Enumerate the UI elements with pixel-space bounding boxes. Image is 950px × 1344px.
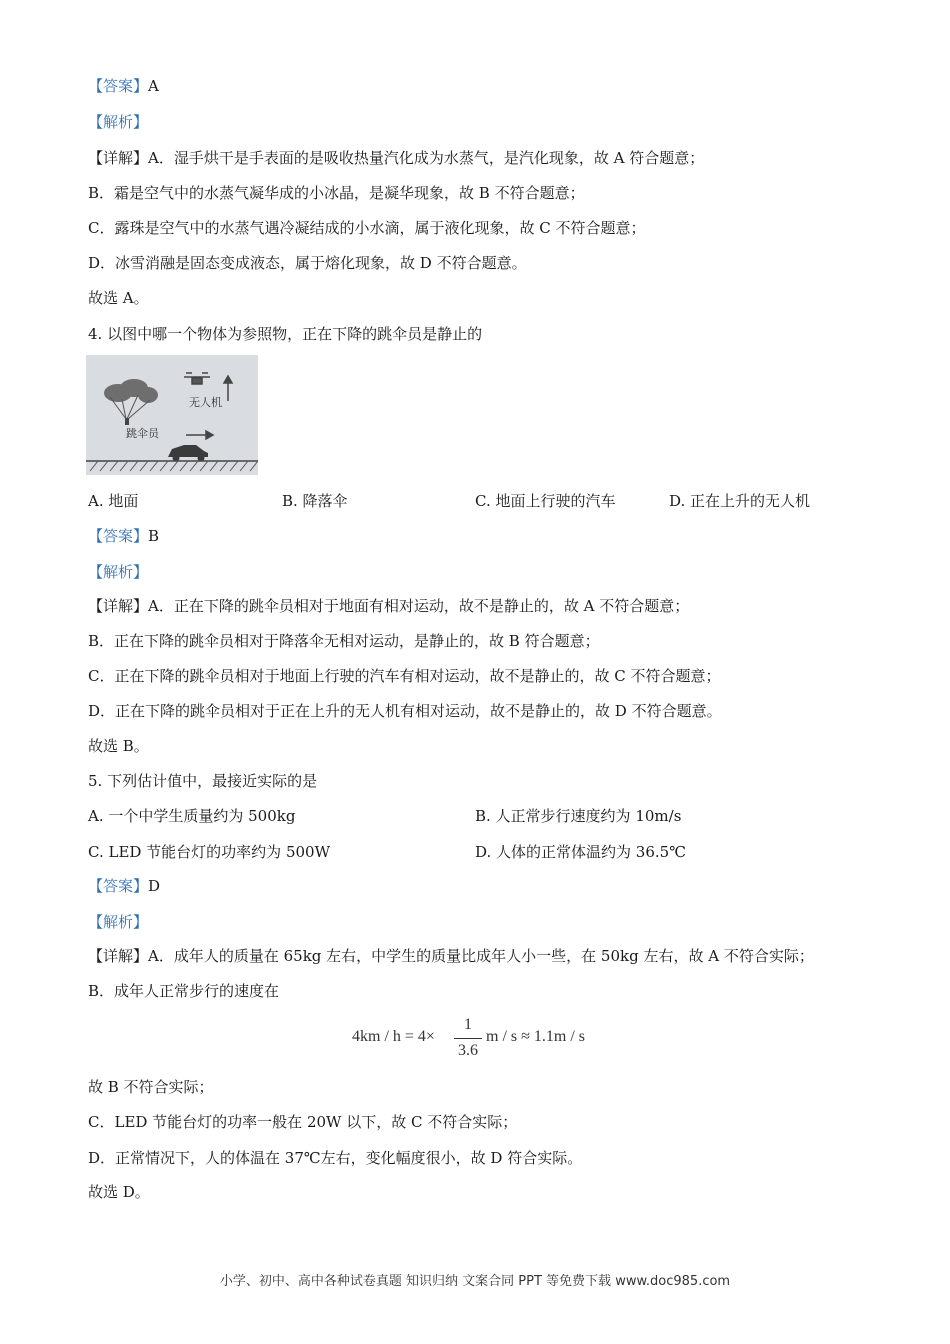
q5-option-d: D. 人体的正常体温约为 36.5℃: [475, 843, 686, 861]
detail-tag: 【详解】: [88, 597, 149, 615]
q5-option-c: C. LED 节能台灯的功率约为 500W: [88, 843, 331, 861]
q5-after-line-1: 故 B 不符合实际；: [88, 1078, 214, 1096]
q3-detail-line-4: D．冰雪消融是固态变成液态，属于熔化现象，故 D 不符合题意。: [88, 254, 527, 272]
formula-right: m / s ≈ 1.1m / s: [486, 1028, 586, 1045]
drone-label: 无人机: [189, 396, 222, 409]
parachutist-label: 跳伞员: [126, 427, 159, 440]
answer-tag: 【答案】: [88, 877, 149, 895]
formula-left: 4km / h = 4×: [352, 1028, 435, 1045]
q5-detail-line-1: [88, 946, 814, 966]
formula-denominator: 3.6: [458, 1042, 478, 1059]
answer-value: B: [148, 527, 160, 545]
fraction-bar: [454, 1038, 482, 1039]
q5-question: 5. 下列估计值中，最接近实际的是: [88, 772, 318, 790]
detail-text: A．正在下降的跳伞员相对于地面有相对运动，故不是静止的，故 A 不符合题意；: [148, 597, 690, 615]
speed-formula: [352, 1016, 612, 1066]
answer-value: A: [148, 77, 159, 95]
q5-after-line-2: C．LED 节能台灯的功率一般在 20W 以下，故 C 不符合实际；: [88, 1113, 518, 1131]
q4-conclusion: 故选 B。: [88, 737, 149, 755]
detail-tag: 【详解】: [88, 149, 149, 167]
q5-option-a: A. 一个中学生质量约为 500kg: [88, 807, 296, 825]
q4-detail-line-4: D．正在下降的跳伞员相对于正在上升的无人机有相对运动，故不是静止的，故 D 不符合题意。: [88, 702, 722, 720]
q4-figure: [86, 355, 258, 475]
q4-analysis-tag: 【解析】: [88, 563, 149, 581]
q3-detail-line-1: [88, 148, 704, 168]
answer-tag: 【答案】: [88, 77, 149, 95]
q4-detail-line-3: C．正在下降的跳伞员相对于地面上行驶的汽车有相对运动，故不是静止的，故 C 不符合题意；: [88, 667, 721, 685]
detail-text: A．成年人的质量在 65kg 左右，中学生的质量比成年人小一些，在 50kg 左右，故 A 不符合实际；: [148, 947, 814, 965]
detail-text: A．湿手烘干是手表面的是吸收热量汽化成为水蒸气，是汽化现象，故 A 符合题意；: [148, 149, 705, 167]
q3-detail-line-2: B．霜是空气中的水蒸气凝华成的小冰晶，是凝华现象，故 B 不符合题意；: [88, 184, 585, 202]
formula-numerator: 1: [464, 1016, 472, 1033]
q3-answer-line: [88, 76, 159, 96]
q3-detail-line-3: C．露珠是空气中的水蒸气遇冷凝结成的小水滴，属于液化现象，故 C 不符合题意；: [88, 219, 646, 237]
q5-conclusion: 故选 D。: [88, 1183, 150, 1201]
q4-option-c: C. 地面上行驶的汽车: [475, 492, 616, 510]
q5-analysis-tag: 【解析】: [88, 913, 149, 931]
answer-value: D: [148, 877, 161, 895]
q3-conclusion: 故选 A。: [88, 289, 149, 307]
q5-detail-line-2: B．成年人正常步行的速度在: [88, 982, 280, 1000]
q3-analysis-tag: 【解析】: [88, 113, 149, 131]
q4-detail-line-2: B．正在下降的跳伞员相对于降落伞无相对运动，是静止的，故 B 符合题意；: [88, 632, 600, 650]
q4-option-a: A. 地面: [88, 492, 139, 510]
q4-option-b: B. 降落伞: [282, 492, 348, 510]
q4-detail-line-1: [88, 596, 689, 616]
q4-option-d: D. 正在上升的无人机: [669, 492, 811, 510]
answer-tag: 【答案】: [88, 527, 149, 545]
q5-answer-line: [88, 876, 160, 896]
parachute-scene-illustration: [86, 355, 258, 475]
q5-option-b: B. 人正常步行速度约为 10m/s: [475, 807, 682, 825]
q4-question: 4. 以图中哪一个物体为参照物，正在下降的跳伞员是静止的: [88, 325, 483, 343]
page-footer: 小学、初中、高中各种试卷真题 知识归纳 文案合同 PPT 等免费下载 www.doc985.com: [219, 1274, 731, 1289]
q5-after-line-3: D．正常情况下，人的体温在 37℃左右，变化幅度很小，故 D 符合实际。: [88, 1149, 583, 1167]
detail-tag: 【详解】: [88, 947, 149, 965]
q4-answer-line: [88, 526, 159, 546]
